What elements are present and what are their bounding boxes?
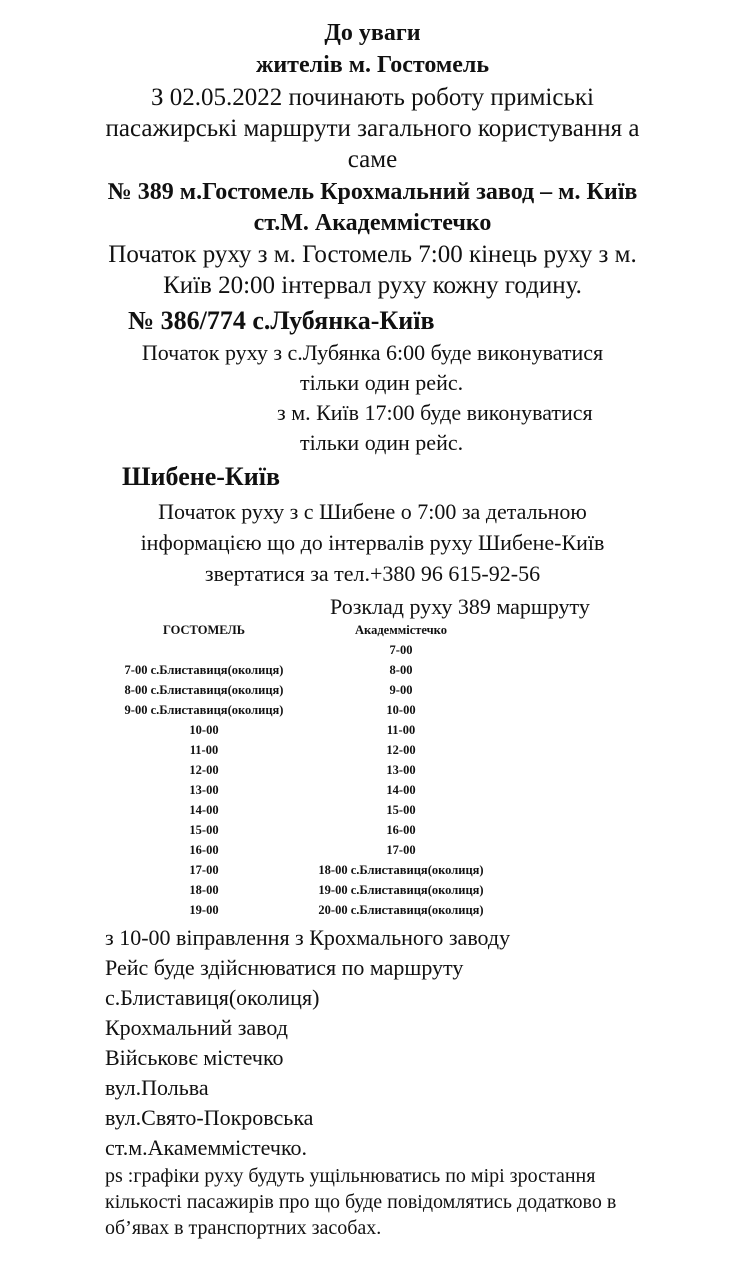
route-389-desc-1: Початок руху з м. Гостомель 7:00 кінець руху з м.	[108, 241, 637, 268]
schedule-cell-akademmistechko: 14-00	[386, 783, 416, 797]
route-stop: Військовє містечко	[105, 1045, 284, 1070]
route-386-desc-3: з м. Київ 17:00 буде виконуватися	[277, 400, 593, 425]
route-stop: с.Блиставиця(околиця)	[105, 985, 320, 1010]
table-row	[0, 820, 745, 840]
schedule-cell-akademmistechko: 7-00	[389, 643, 413, 657]
schedule-cell-gostomel: 9-00 с.Блиставиця(околиця)	[124, 703, 284, 717]
table-row	[0, 700, 745, 720]
schedule-cell-akademmistechko: 9-00	[389, 683, 413, 697]
schedule-cell-gostomel: 11-00	[189, 743, 219, 757]
schedule-cell-akademmistechko: 15-00	[386, 803, 416, 817]
intro-line-3: саме	[347, 146, 398, 173]
schedule-cell-gostomel: 10-00	[189, 723, 219, 737]
table-row	[0, 840, 745, 860]
table-row	[0, 660, 745, 680]
table-row	[0, 760, 745, 780]
schedule-cell-gostomel: 17-00	[189, 863, 219, 877]
schedule-cell-gostomel: 7-00 с.Блиставиця(околиця)	[124, 663, 284, 677]
shybene-desc-2: інформацією що до інтервалів руху Шибене-Київ	[140, 530, 605, 555]
schedule-cell-gostomel: 14-00	[189, 803, 219, 817]
schedule-cell-akademmistechko: 8-00	[389, 663, 413, 677]
route-stop: вул.Польва	[105, 1075, 209, 1100]
table-row	[0, 860, 745, 880]
notes-line-2: Рейс буде здійснюватися по маршруту	[105, 955, 464, 980]
schedule-cell-akademmistechko: 19-00 с.Блиставиця(околиця)	[318, 883, 484, 897]
schedule-cell-akademmistechko: 20-00 с.Блиставиця(околиця)	[318, 903, 484, 917]
schedule-cell-akademmistechko: 18-00 с.Блиставиця(околиця)	[318, 863, 484, 877]
table-row	[0, 800, 745, 820]
route-386-desc-1: Початок руху з с.Лубянка 6:00 буде виконуватися	[141, 340, 604, 365]
route-389-desc-2: Київ 20:00 інтервал руху кожну годину.	[163, 272, 582, 299]
schedule-cell-gostomel: 12-00	[189, 763, 219, 777]
schedule-cell-akademmistechko: 17-00	[386, 843, 416, 857]
table-row	[0, 640, 745, 660]
route-386-desc-2: тільки один рейс.	[300, 370, 464, 395]
schedule-cell-akademmistechko: 16-00	[386, 823, 416, 837]
schedule-cell-gostomel: 16-00	[189, 843, 219, 857]
table-row	[0, 780, 745, 800]
route-389-title-2: ст.М. Академмістечко	[253, 210, 492, 236]
intro-line-2: пасажирські маршрути загального користування а	[105, 115, 640, 142]
route-stop: вул.Свято-Покровська	[105, 1105, 314, 1130]
route-386-desc-4: тільки один рейс.	[300, 430, 464, 455]
schedule-cell-gostomel: 8-00 с.Блиставиця(околиця)	[124, 683, 284, 697]
ps-line-1: ps :графіки руху будуть ущільнюватись по мірі зростання	[105, 1165, 596, 1187]
schedule-cell-gostomel: 15-00	[189, 823, 219, 837]
schedule-cell-akademmistechko: 13-00	[386, 763, 416, 777]
schedule-cell-akademmistechko: 10-00	[386, 703, 416, 717]
ps-line-3: об’явах в транспортних засобах.	[105, 1217, 382, 1239]
shybene-desc-1: Початок руху з с Шибене о 7:00 за детальною	[158, 499, 587, 524]
heading-line-2: жителів м. Гостомель	[255, 52, 490, 78]
schedule-cell-gostomel: 18-00	[189, 883, 219, 897]
schedule-cell-gostomel: 13-00	[189, 783, 219, 797]
intro-line-1: З 02.05.2022 починають роботу приміські	[151, 84, 594, 111]
shybene-title: Шибене-Київ	[122, 462, 281, 491]
schedule-column-header-akademmistechko: Академмістечко	[355, 623, 447, 637]
route-stop: ст.м.Акамеммістечко.	[105, 1135, 308, 1160]
table-row	[0, 720, 745, 740]
route-389-title-1: № 389 м.Гостомель Крохмальний завод – м. Київ	[107, 179, 638, 205]
route-386-title: № 386/774 с.Лубянка-Київ	[128, 306, 435, 335]
table-row	[0, 900, 745, 920]
ps-line-2: кількості пасажирів про що буде повідомлятись додатково в	[105, 1191, 617, 1213]
schedule-cell-akademmistechko: 11-00	[386, 723, 416, 737]
table-row	[0, 880, 745, 900]
notes-line-1: з 10-00 віправлення з Крохмального заводу	[105, 925, 511, 950]
schedule-cell-gostomel: 19-00	[189, 903, 219, 917]
table-row	[0, 680, 745, 700]
heading-line-1: До уваги	[324, 20, 421, 46]
shybene-desc-3: звертатися за тел.+380 96 615-92-56	[204, 561, 541, 586]
schedule-caption: Розклад руху 389 маршруту	[330, 594, 590, 619]
schedule-column-header-gostomel: ГОСТОМЕЛЬ	[163, 623, 245, 637]
table-row	[0, 740, 745, 760]
route-stop: Крохмальний завод	[105, 1015, 288, 1040]
schedule-cell-akademmistechko: 12-00	[386, 743, 416, 757]
